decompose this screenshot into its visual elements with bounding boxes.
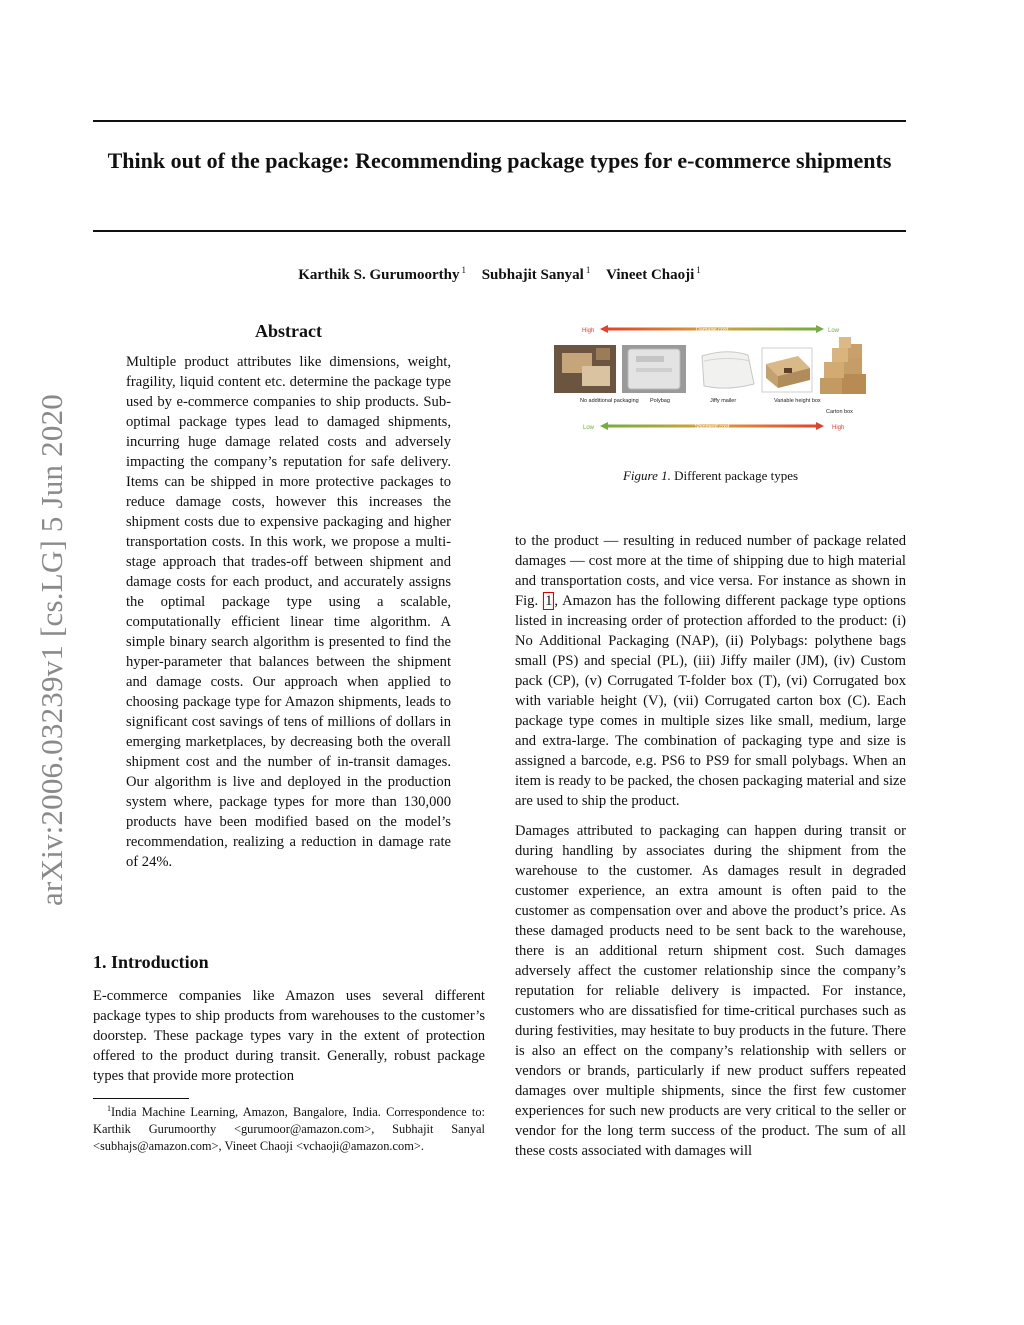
label-carton-box: Carton box	[826, 409, 853, 415]
photo-jiffy-mailer	[702, 352, 754, 388]
title-bottom-rule	[93, 230, 906, 232]
photo-no-additional-packaging	[554, 345, 616, 393]
figure-label: Figure 1.	[622, 468, 671, 483]
abstract-text: Multiple product attributes like dimensions, weight, fragility, liquid content etc. determine the package type used by e-commerce companies to ship products. Sub-optimal package types lead to damaged shipments, incurring huge damage related costs and adversely impacting the company’s reputation for safe delivery. Items can be shipped in more protective packages to reduce damage costs, however this increases the shipment costs due to expensive packaging and higher transportation costs. In this work, we propose a multi-stage approach that trades-off between shipment and damage costs for each product, and accurately assigns the optimal package type using a scalable, computationally efficient linear time algorithm. A simple binary search algorithm is presented to find the hyper-parameter that balances between the shipment and damage costs. Our approach when applied to choosing package type for Amazon shipments, leads to significant cost savings of tens of millions of dollars in emerging marketplaces, by decreasing both the overall shipment cost and the number of in-transit damages. Our algorithm is live and deployed in the production system where, package types for more than 130,000 products have been modified based on the model’s recommendation, realizing a reduction in damage rate of 24%.	[126, 354, 451, 870]
section-heading-introduction: 1. Introduction	[93, 952, 209, 972]
label-variable-height-box: Variable height box	[774, 398, 821, 404]
author-list	[93, 265, 906, 284]
damage-low-label: Low	[828, 328, 840, 334]
shipment-high-label: High	[832, 425, 845, 431]
photo-carton-box	[820, 337, 866, 394]
figure-package-types	[552, 318, 872, 436]
photo-variable-height-box	[762, 348, 812, 392]
shipment-low-label: Low	[583, 425, 595, 431]
shipment-cost-arrow	[583, 422, 844, 431]
paper-title: Think out of the package: Recommending package types for e-commerce shipments	[107, 148, 892, 173]
figure-caption-text: Different package types	[674, 468, 799, 483]
footnote: $^1$India Machine Learning, Amazon, Bangalore, India. Correspondence to: Karthik Gurumoorthy <gurumoor@amazon.com>, Subhajit Sanyal <subhajs@amazon.com>, Vineet Chaoji <vchaoji@amazon.com>.	[93, 1104, 485, 1154]
shipment-cost-label: Shipment cost	[694, 424, 730, 430]
paragraph: to the product — resulting in reduced number of package related damages — cost more at the time of shipping due to high material and transportation costs, and vice versa. For instance as shown in Fig. 1 , Amazon has the following different package type options listed in increasing order of protection afforded to the product: (i) No Additional Packaging (NAP), (ii) Polybags: polythene bags small (PS) and special (PL), (iii) Jiffy mailer (JM), (iv) Custom pack (CP), (v) Corrugated T-folder box (T), (vi) Corrugated box with variable height (V), (vii) Corrugated carton box (C). Each package type comes in multiple sizes like small, medium, large and extra-large. The combination of packaging type and size is assigned a barcode, e.g. PS6 to PS9 for small polybags. When an item is ready to be packed, the chosen packaging material and size are used to ship the product.	[515, 533, 906, 809]
label-jiffy-mailer: Jiffy mailer	[710, 398, 737, 404]
photo-polybag	[622, 345, 686, 393]
introduction-text: E-commerce companies like Amazon uses several different package types to ship products from warehouses to the customer’s doorstep. These package types vary in the extent of protection offered to the product during transit. Generally, robust package types that provide more protection	[93, 988, 485, 1084]
title-top-rule	[93, 120, 906, 122]
damage-high-label: High	[582, 328, 595, 334]
damage-cost-label: Damage cost	[695, 327, 729, 333]
abstract-heading: Abstract	[255, 321, 322, 341]
figure-reference-link[interactable]: 1	[545, 593, 553, 609]
footnote-rule	[93, 1098, 189, 1099]
author: Subhajit Sanyal $^1$	[481, 265, 591, 283]
author: Vineet Chaoji $^1$	[606, 265, 701, 283]
label-no-additional-packaging: No additional packaging	[580, 398, 639, 404]
author: Karthik S. Gurumoorthy $^1$	[298, 265, 466, 283]
label-polybag: Polybag	[650, 398, 670, 404]
figure-caption	[515, 468, 906, 484]
arxiv-stamp: arXiv:2006.03239v1 [cs.LG] 5 Jun 2020	[34, 394, 69, 906]
right-column-text	[515, 531, 906, 1171]
paragraph: Damages attributed to packaging can happen during transit or during handling by associates during the shipment from the warehouse to the customer. As damages result in degraded customer experience, an extra amount is often paid to the customer as compensation over and above the product’s price. As these damaged products need to be sent back to the warehouse, there is an additional return shipment cost. Such damages adversely affect the customer relationship since the company’s reputation for reliable delivery is impacted. For instance, customers who are dissatisfied for time-critical purchases such as during festivities, may hesitate to buy products in the future. There is also an effect on the company’s relationship with sellers or vendors or brands, particularly if new product suffers repeated damages over multiple shipments, since the first few customer experiences for such new products are very critical to the seller or vendor for the long term success of the product. The sum of all these costs associated with damages will	[515, 823, 906, 1159]
damage-cost-arrow	[582, 325, 840, 334]
